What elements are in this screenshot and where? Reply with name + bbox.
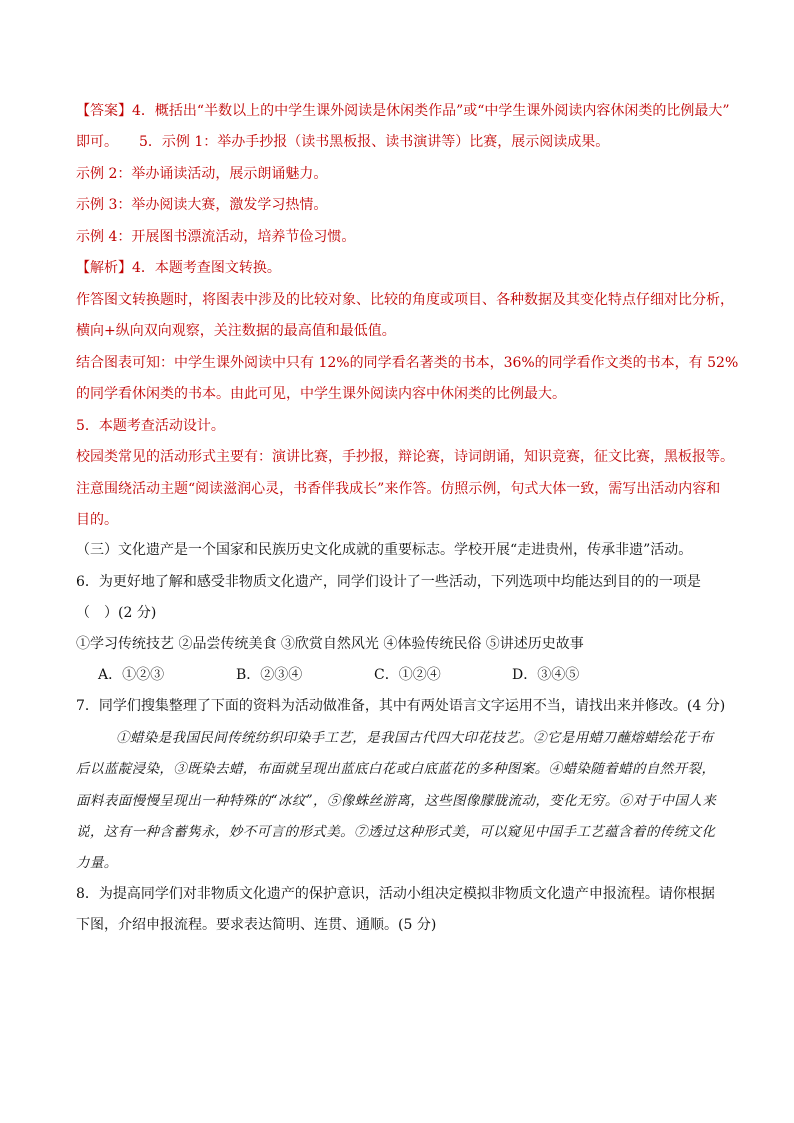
answer-line-1	[76, 101, 730, 121]
question-6-line-1: 6．为更好地了解和感受非物质文化遗产，同学们设计了一些活动，下列选项中均能达到目的的一项是	[76, 574, 701, 590]
question-6-line-2: （ ）(2 分)	[76, 605, 157, 621]
question-7-passage-5: 力量。	[76, 855, 118, 871]
question-6-options	[98, 665, 579, 685]
option-a: A．①②③	[98, 667, 165, 683]
analysis-text-1: 4．本题考查图文转换。	[132, 260, 281, 276]
analysis-line-3: 横向+纵向双向观察，关注数据的最高值和最低值。	[76, 323, 396, 339]
analysis-line-7: 校园类常见的活动形式主要有：演讲比赛，手抄报，辩论赛，诗词朗诵，知识竞赛，征文比赛，黑板报等。	[76, 449, 734, 465]
answer-line-2: 即可。 5．示例 1：举办手抄报（读书黑板报、读书演讲等）比赛，展示阅读成果。	[76, 134, 610, 150]
question-8-line-2: 下图，介绍申报流程。要求表达简明、连贯、通顺。(5 分)	[76, 917, 437, 933]
answer-line-4: 示例 3：举办阅读大赛，激发学习热情。	[76, 197, 328, 213]
question-7-passage-1: ①蜡染是我国民间传统纺织印染手工艺，是我国古代四大印花技艺。②它是用蜡刀蘸熔蜡绘花于布	[116, 730, 714, 746]
analysis-line-4: 结合图表可知：中学生课外阅读中只有 12%的同学看名著类的书本，36%的同学看作文类的书本，有 52%	[76, 355, 739, 371]
section-3-intro: （三）文化遗产是一个国家和民族历史文化成就的重要标志。学校开展“走进贵州，传承非遗”活动。	[76, 542, 693, 558]
analysis-line-5: 的同学看休闲类的书本。由此可见，中学生课外阅读内容中休闲类的比例最大。	[76, 386, 566, 402]
analysis-line-8: 注意围绕活动主题“阅读滋润心灵，书香伴我成长”来作答。仿照示例，句式大体一致，需写出活动内容和	[76, 481, 721, 497]
answer-tag: 【答案】	[76, 103, 132, 119]
question-7-passage-2: 后以蓝靛浸染，③既染去蜡，布面就呈现出蓝底白花或白底蓝花的多种图案。④蜡染随着蜡的自然开裂，	[76, 761, 716, 777]
option-c: C．①②④	[374, 667, 441, 683]
question-8-line-1: 8．为提高同学们对非物质文化遗产的保护意识，活动小组决定模拟非物质文化遗产申报流程。请你根据	[76, 886, 715, 902]
question-6-items: ①学习传统技艺 ②品尝传统美食 ③欣赏自然风光 ④体验传统民俗 ⑤讲述历史故事	[76, 636, 584, 652]
analysis-tag: 【解析】	[76, 260, 132, 276]
analysis-line-9: 目的。	[76, 512, 118, 528]
answer-text-1: 4．概括出“半数以上的中学生课外阅读是休闲类作品”或“中学生课外阅读内容休闲类的比例最大”	[132, 103, 730, 119]
answer-line-3: 示例 2：举办诵读活动，展示朗诵魅力。	[76, 166, 328, 182]
analysis-line-6: 5．本题考查活动设计。	[76, 418, 225, 434]
question-7-passage-3: 面料表面慢慢呈现出一种特殊的“冰纹”，⑤像蛛丝游离，这些图像朦胧流动，变化无穷。⑥对于中国人来	[76, 793, 717, 809]
analysis-line-2: 作答图文转换题时，将图表中涉及的比较对象、比较的角度或项目、各种数据及其变化特点仔细对比分析，	[76, 292, 734, 308]
option-d: D．③④⑤	[512, 667, 580, 683]
question-7-line-1: 7．同学们搜集整理了下面的资料为活动做准备，其中有两处语言文字运用不当，请找出来并修改。(4 分)	[76, 698, 726, 714]
answer-line-5: 示例 4：开展图书漂流活动，培养节俭习惯。	[76, 229, 356, 245]
option-b: B．②③④	[236, 667, 303, 683]
question-7-passage-4: 说，这有一种含蓄隽永，妙不可言的形式美。⑦透过这种形式美，可以窥见中国手工艺蕴含着的传统文化	[76, 824, 716, 840]
analysis-line-1	[76, 258, 281, 278]
